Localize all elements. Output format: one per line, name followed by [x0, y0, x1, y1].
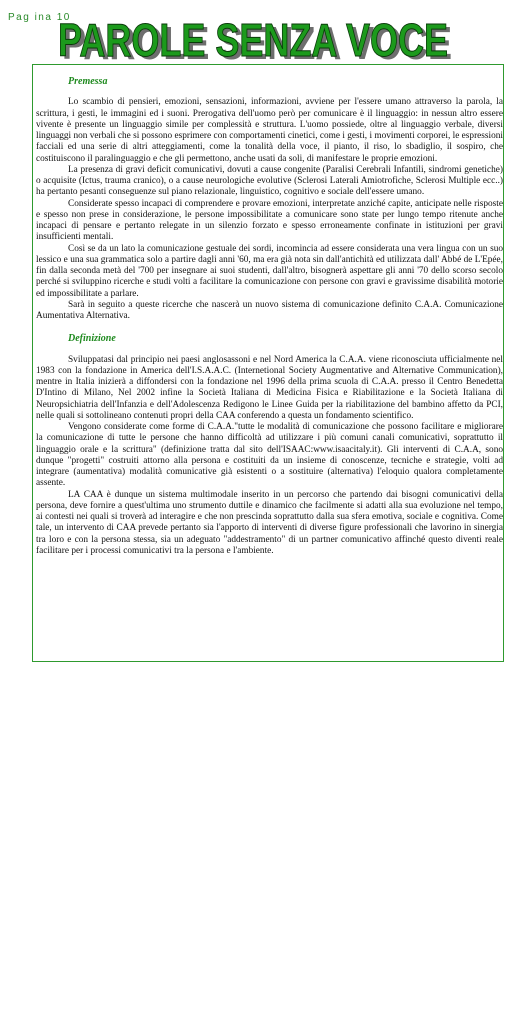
- paragraph: Sarà in seguito a queste ricerche che nascerà un nuovo sistema di comunicazione definito C.A.A. Comunicazione Aumentativa Alternativa.: [36, 299, 503, 321]
- paragraph: LA CAA è dunque un sistema multimodale inserito in un percorso che partendo dai bisogni comunicativi della persona, deve fornire a quest'ultima uno strumento duttile e dinamico che facilmente si adatti alla sua evoluzione nel tempo, ai contesti nei quali si troverà ad interagire e che non prescinda soprattutto dalla sua sfera emotiva, sociale e cognitiva. Come tale, un intervento di CAA prevede pertanto sia l'apporto di interventi di diverse figure professionali che lavorino in sinergia tra loro e con la persona stessa, sia un adeguato "addestramento" di un partner comunicativo affinché questo diventi reale facilitare per i processi comunicativi tra la persona e l'ambiente.: [36, 489, 503, 556]
- paragraph: Lo scambio di pensieri, emozioni, sensazioni, informazioni, avviene per l'essere umano attraverso la parola, la scrittura, i gesti, le immagini ed i suoni. Prerogativa dell'uomo però per comunicare è il linguaggio: in nessun altro essere vivente è presente un linguaggio simile per complessità e struttura. L'uomo possiede, oltre al linguaggio verbale, diversi linguaggi non verbali che si possono esprimere con comportamenti cinetici, come i gesti, i movimenti corporei, le espressioni facciali ed una serie di altri atteggiamenti, come la tonalità della voce, il pianto, il riso, lo sbadiglio, il sospiro, che costituiscono il paralinguaggio e che gli permettono, anche usati da soli, di manifestare le proprie emozioni.: [36, 97, 503, 164]
- section-heading-premessa: Premessa: [68, 76, 108, 87]
- masthead-text: PAROLE SENZA VOCE: [58, 20, 448, 64]
- page-number: Pag ina 10: [8, 12, 71, 23]
- paragraph: Così se da un lato la comunicazione gestuale dei sordi, incomincia ad essere considerata una vera lingua con un suo lessico e una sua grammatica solo a partire dagli anni '60, ma era già nota sin dall'antichità ed utilizzata dall' Abbé de L'Epée, fin dalla seconda metà del '700 per insegnare ai suoi studenti, dall'altro, bisognerà aspettare gli anni '70 dello scorso secolo perché si sviluppino ricerche e studi volti a facilitare la comunicazione con persone con gravi e gravissime disabilità motorie ed impossibilitate a parlare.: [36, 243, 503, 299]
- paragraph: Vengono considerate come forme di C.A.A."tutte le modalità di comunicazione che possono facilitare e migliorare la comunicazione di tutte le persone che hanno difficoltà ad utilizzare i più comuni canali comunicativi, soprattutto il linguaggio orale e la scrittura" (definizione tratta dal sito dell'ISAAC:www.isaacitaly.it). Gli interventi di C.A.A, sono dunque "progetti" costruiti attorno alla persona e costituiti da un insieme di conoscenze, tecniche e strategie, volti ad integrare (aumentativa) modalità comunicative già esistenti o a sostituire (alternativa) l'eloquio qualora completamente assente.: [36, 422, 503, 489]
- masthead-shadow-text: PAROLE SENZA VOCE: [62, 20, 452, 64]
- article-body: [36, 76, 503, 557]
- paragraph: Considerate spesso incapaci di comprendere e provare emozioni, interpretate anziché capite, anticipate nelle risposte e spesso non prese in considerazione, le persone impossibilitate a comunicare sono state per lungo tempo ritenute anche incapaci di pensare e pertanto relegate in un silenzio forzato e spesso erroneamente confinate in istituzioni per gravi insufficienti mentali.: [36, 198, 503, 243]
- paragraph: Sviluppatasi dal principio nei paesi anglosassoni e nel Nord America la C.A.A. viene riconosciuta ufficialmente nel 1983 con la fondazione in America dell'I.S.A.A.C. (Internetional Society Augmentative and Alternative Communication), mentre in Italia inizierà a diffondersi con la fondazione nel 1996 della prima scuola di C.A.A. presso il Centro Benedetta D'Intino di Milano, Nel 2002 infine la Società Italiana di Medicina Fisica e Riabilitazione e la Società Italiana di Neuropsichiatria dell'Infanzia e dell'Adolescenza Redigono le Linee Guida per la riabilitazione del bambino affetto da PCI, nelle quali si sottolineano contenuti propri della CAA conferendo a questa un fondamento scientifico.: [36, 354, 503, 421]
- masthead-title-graphic: [58, 20, 458, 64]
- masthead-title: [58, 20, 458, 64]
- paragraph: La presenza di gravi deficit comunicativi, dovuti a cause congenite (Paralisi Cerebrali Infantili, sindromi genetiche) o acquisite (Ictus, trauma cranico), o a cause neurologiche evolutive (Sclerosi Laterali Amiotrofiche, Sclerosi Multiple ecc..) ha pertanto pesanti conseguenze sul piano relazionale, linguistico, cognitivo e sociale dell'essere umano.: [36, 164, 503, 198]
- section-heading-definizione: Definizione: [68, 333, 116, 345]
